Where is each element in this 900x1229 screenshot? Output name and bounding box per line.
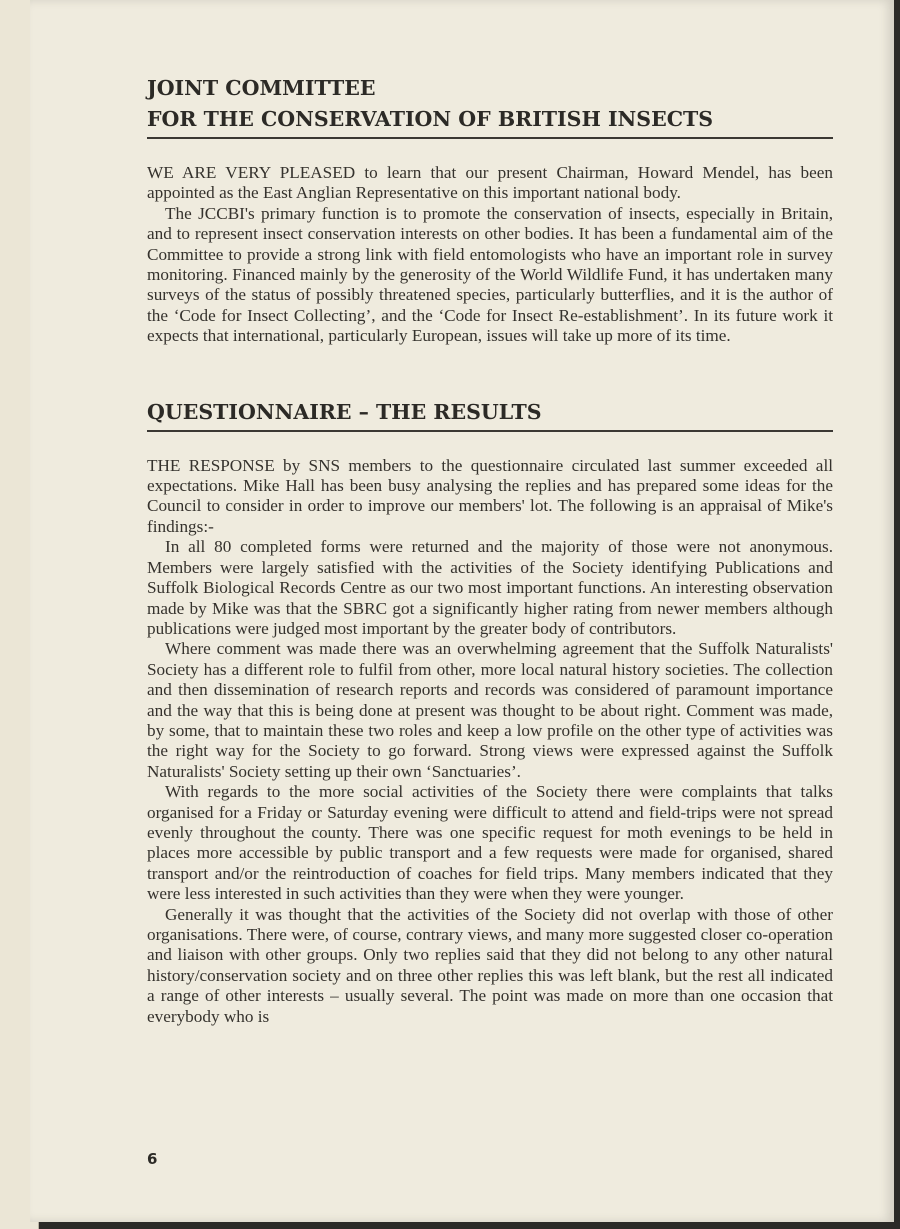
section-title: QUESTIONNAIRE – THE RESULTS (147, 399, 542, 424)
section-rule (147, 430, 833, 432)
paragraph: Where comment was made there was an overwhelming agreement that the Suffolk Naturalists' Society has a different role to fulfil from other, more local natural history societies. The collection and then dissemination of research reports and records was considered of paramount importance and the way that this is being done at present was thought to be about right. Comment was made, by some, that to maintain these two roles and keep a low profile on the other type of activities was the right way for the Society to go forward. Strong views were expressed against the Suffolk Naturalists' Society setting up their own ‘Sanctuaries’. (147, 639, 833, 781)
section-jccbi (147, 0, 833, 347)
page-content (147, 0, 833, 1027)
section-body (147, 163, 833, 347)
section-body (147, 456, 833, 1027)
section-title-line-2: FOR THE CONSERVATION OF BRITISH INSECTS (147, 107, 714, 131)
paragraph: THE RESPONSE by SNS members to the questionnaire circulated last summer exceeded all expectations. Mike Hall has been busy analysing the replies and has prepared some ideas for the Council to consider in order to improve our members' lot. The following is an appraisal of Mike's findings:- (147, 455, 833, 536)
paragraph: WE ARE VERY PLEASED to learn that our present Chairman, Howard Mendel, has been appointed as the East Anglian Representative on this important national body. (147, 163, 833, 203)
section-rule (147, 137, 833, 139)
section-title-line-1: JOINT COMMITTEE (147, 76, 376, 100)
section-questionnaire (147, 397, 833, 1027)
paragraph: With regards to the more social activities of the Society there were complaints that talks organised for a Friday or Saturday evening were difficult to attend and field-trips were not spread evenly throughout the county. There was one specific request for moth evenings to be held in places more accessible by public transport and a few requests were made for organised, shared transport and/or the reintroduction of coaches for field trips. Many members indicated that they were less interested in such activities than they were when they were younger. (147, 782, 833, 904)
document-page (30, 0, 894, 1222)
page-number: 6 (147, 1150, 158, 1168)
paragraph: Generally it was thought that the activities of the Society did not overlap with those of other organisations. There were, of course, contrary views, and many more suggested closer co-operation and liaison with other groups. Only two replies said that they did not belong to any other natural history/conservation society and on three other replies this was left blank, but the rest all indicated a range of other interests – usually several. The point was made on more than one occasion that everybody who is (147, 904, 833, 1026)
paragraph: The JCCBI's primary function is to promote the conservation of insects, especially in Britain, and to represent insect conservation interests on other bodies. It has been a fundamental aim of the Committee to provide a strong link with field entomologists who have an important role in survey monitoring. Financed mainly by the generosity of the World Wildlife Fund, it has undertaken many surveys of the status of possibly threatened species, particularly butterflies, and it is the author of the ‘Code for Insect Collecting’, and the ‘Code for Insect Re-establishment’. In its future work it expects that international, particularly European, issues will take up more of its time. (147, 203, 833, 346)
paragraph: In all 80 completed forms were returned and the majority of those were not anonymous. Members were largely satisfied with the activities of the Society identifying Publications and Suffolk Biological Records Centre as our two most important functions. An interesting observation made by Mike was that the SBRC got a significantly higher rating from newer members although publications were judged most important by the greater body of contributors. (147, 537, 833, 638)
